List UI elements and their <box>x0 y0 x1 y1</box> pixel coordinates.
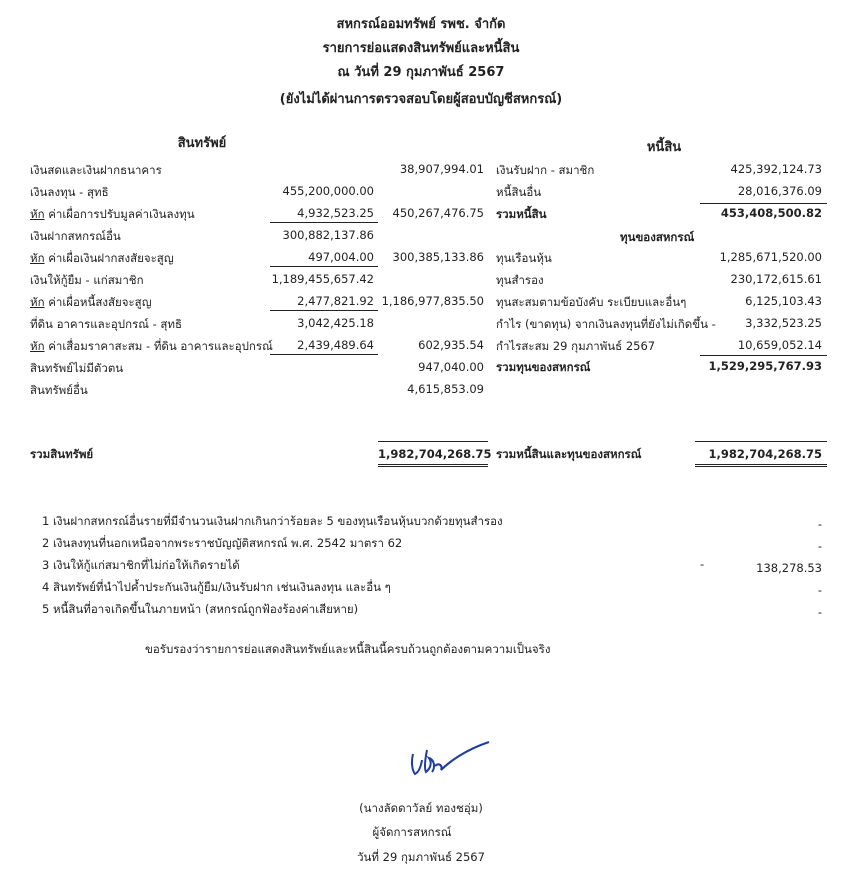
subtotal-underline <box>270 222 378 223</box>
grand-total-label: รวมหนี้สินและทุนของสหกรณ์ <box>496 447 642 461</box>
liability-row-amount: 28,016,376.09 <box>737 184 822 198</box>
equity-row-label: กำไร (ขาดทุน) จากเงินลงทุนที่ยังไม่เกิดขึ้น - <box>496 317 716 331</box>
note-value: - <box>817 605 822 619</box>
asset-row-net: 4,615,853.09 <box>407 382 484 396</box>
asset-row-amount: 1,189,455,657.42 <box>271 272 374 286</box>
note-text: 1 เงินฝากสหกรณ์อื่นรายที่มีจำนวนเงินฝากเกินกว่าร้อยละ 5 ของทุนเรือนหุ้นบวกด้วยทุนสำรอง <box>42 514 503 528</box>
grand-total-value: 1,982,704,268.75 <box>708 447 822 461</box>
equity-row-amount: 10,659,052.14 <box>737 338 822 352</box>
signatory-name: (นางลัดดาวัลย์ ทองชอุ่ม) <box>359 801 483 815</box>
liability-row-label: หนี้สินอื่น <box>496 185 542 199</box>
org-name: สหกรณ์ออมทรัพย์ รพช. จำกัด <box>336 17 506 32</box>
asset-row-text: ค่าเผื่อการปรับมูลค่าเงินลงทุน <box>44 207 195 221</box>
equity-total-label: รวมทุนของสหกรณ์ <box>496 360 591 374</box>
asset-row-text: เงินให้กู้ยืม - แก่สมาชิก <box>30 273 144 287</box>
report-title: รายการย่อแสดงสินทรัพย์และหนี้สิน <box>322 41 520 56</box>
equity-row-label: ทุนเรือนหุ้น <box>496 251 552 265</box>
asset-row-net: 450,267,476.75 <box>392 206 484 220</box>
asset-row-label <box>30 338 273 356</box>
note-value: 138,278.53 <box>756 561 822 575</box>
asset-row-text: ค่าเผื่อหนี้สงสัยจะสูญ <box>44 295 152 309</box>
asset-row-text: สินทรัพย์อื่น <box>30 383 88 397</box>
liability-row-label: เงินรับฝาก - สมาชิก <box>496 163 595 177</box>
asset-row-label <box>30 294 152 312</box>
asset-row-amount: 455,200,000.00 <box>282 184 374 198</box>
liabilities-total-line <box>700 203 827 204</box>
asset-row-label <box>30 316 182 334</box>
asset-row-label <box>30 272 144 290</box>
signatory-position: ผู้จัดการสหกรณ์ <box>372 825 452 839</box>
equity-total-line <box>700 355 827 356</box>
asset-row-text: เงินสดและเงินฝากธนาคาร <box>30 163 162 177</box>
asset-row-amount: 300,882,137.86 <box>282 228 374 242</box>
note-value: - <box>817 517 822 531</box>
asset-row-label <box>30 162 162 180</box>
less-prefix: หัก <box>30 251 45 265</box>
asset-row-text: สินทรัพย์ไม่มีตัวตน <box>30 361 124 375</box>
asset-row-label <box>30 382 88 400</box>
equity-row-label: ทุนสำรอง <box>496 273 544 287</box>
asset-row-net: 602,935.54 <box>418 338 484 352</box>
asset-row-label <box>30 206 195 224</box>
asset-row-label <box>30 184 109 202</box>
note-dash: - <box>700 557 705 571</box>
equity-row-label: ทุนสะสมตามข้อบังคับ ระเบียบและอื่นๆ <box>496 295 687 309</box>
less-prefix: หัก <box>30 207 45 221</box>
asset-row-text: ค่าเสื่อมราคาสะสม - ที่ดิน อาคารและอุปกรณ์ <box>44 339 273 353</box>
assets-total-underline-2 <box>378 466 488 467</box>
assets-total-value: 1,982,704,268.75 <box>378 447 492 461</box>
asset-row-net: 1,186,977,835.50 <box>381 294 484 308</box>
asset-row-label <box>30 360 123 378</box>
equity-row-amount: 1,285,671,520.00 <box>719 250 822 264</box>
certification-text: ขอรับรองว่ารายการย่อแสดงสินทรัพย์และหนี้สินนี้ครบถ้วนถูกต้องตามความเป็นจริง <box>145 642 551 656</box>
less-prefix: หัก <box>30 339 45 353</box>
liabilities-total-label: รวมหนี้สิน <box>496 207 547 221</box>
asset-row-amount: 2,477,821.92 <box>297 294 374 308</box>
subtotal-underline <box>270 310 378 311</box>
grand-total-underline-2 <box>695 466 827 467</box>
grand-total-topline <box>695 441 827 442</box>
assets-total-topline <box>378 441 488 442</box>
asset-row-amount: 4,932,523.25 <box>297 206 374 220</box>
asset-row-amount: 2,439,489.64 <box>297 338 374 352</box>
equity-row-amount: 3,332,523.25 <box>745 316 822 330</box>
asset-row-label <box>30 228 121 246</box>
note-value: - <box>817 539 822 553</box>
grand-total-underline-1 <box>695 464 827 465</box>
subtotal-underline <box>270 266 378 267</box>
note-text: 5 หนี้สินที่อาจเกิดขึ้นในภายหน้า (สหกรณ์ถูกฟ้องร้องค่าเสียหาย) <box>42 602 359 616</box>
note-text: 3 เงินให้กู้แก่สมาชิกที่ไม่ก่อให้เกิดรายได้ <box>42 558 240 572</box>
asset-row-text: เงินฝากสหกรณ์อื่น <box>30 229 121 243</box>
less-prefix: หัก <box>30 295 45 309</box>
liability-row-amount: 425,392,124.73 <box>730 162 822 176</box>
equity-row-amount: 230,172,615.61 <box>730 272 822 286</box>
note-text: 2 เงินลงทุนที่นอกเหนือจากพระราชบัญญัติสหกรณ์ พ.ศ. 2542 มาตรา 62 <box>42 536 403 550</box>
note-value: - <box>817 583 822 597</box>
asset-row-label <box>30 250 174 268</box>
equity-row-label: กำไรสะสม 29 กุมภาพันธ์ 2567 <box>496 339 656 353</box>
asset-row-net: 300,385,133.86 <box>392 250 484 264</box>
liabilities-heading: หนี้สิน <box>646 140 682 155</box>
equity-heading: ทุนของสหกรณ์ <box>620 230 695 244</box>
subtotal-underline <box>270 354 378 355</box>
asset-row-amount: 3,042,425.18 <box>297 316 374 330</box>
asset-row-text: เงินลงทุน - สุทธิ <box>30 185 109 199</box>
asset-row-amount: 497,004.00 <box>308 250 374 264</box>
asset-row-text: ค่าเผื่อเงินฝากสงสัยจะสูญ <box>44 251 174 265</box>
asset-row-net: 947,040.00 <box>418 360 484 374</box>
assets-heading: สินทรัพย์ <box>177 136 227 151</box>
note-text: 4 สินทรัพย์ที่นำไปค้ำประกันเงินกู้ยืม/เงินรับฝาก เช่นเงินลงทุน และอื่น ๆ <box>42 580 391 594</box>
signatory-date: วันที่ 29 กุมภาพันธ์ 2567 <box>357 850 485 864</box>
report-date: ณ วันที่ 29 กุมภาพันธ์ 2567 <box>337 65 505 80</box>
assets-total-label: รวมสินทรัพย์ <box>30 447 94 461</box>
equity-row-amount: 6,125,103.43 <box>745 294 822 308</box>
equity-total-amount: 1,529,295,767.93 <box>708 359 822 373</box>
assets-total-underline-1 <box>378 464 488 465</box>
asset-row-text: ที่ดิน อาคารและอุปกรณ์ - สุทธิ <box>30 317 182 331</box>
liabilities-total-amount: 453,408,500.82 <box>720 206 822 220</box>
asset-row-net: 38,907,994.01 <box>399 162 484 176</box>
audit-note: (ยังไม่ได้ผ่านการตรวจสอบโดยผู้สอบบัญชีสหกรณ์) <box>279 92 563 107</box>
signature-mark <box>405 732 495 780</box>
